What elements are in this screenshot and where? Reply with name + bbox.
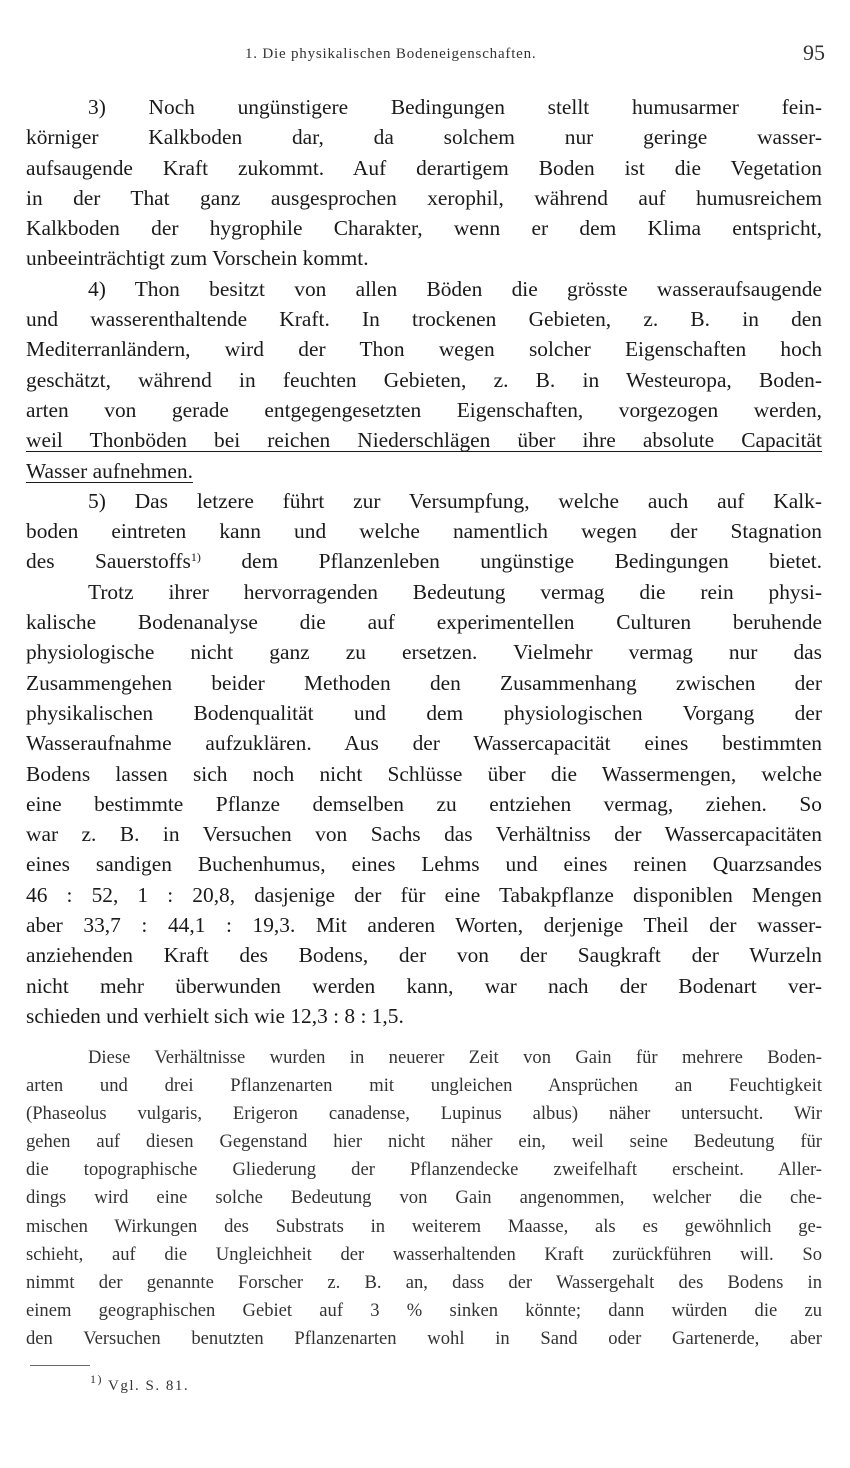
footnote-marker: 1) [90, 1372, 103, 1386]
text-segment: einem geographischen Gebiet auf 3 % [26, 1299, 423, 1321]
text-segment: des Sauerstoffs [26, 549, 191, 574]
page-header [245, 40, 825, 74]
text-line: kalische Bodenanalyse die auf experimentellen Culturen beruhende [26, 610, 822, 635]
small-text-line: mischen Wirkungen des Substrats in weiterem Maasse, als es gewöhnlich ge- [26, 1215, 822, 1237]
small-text-line: arten und drei Pflanzenarten mit ungleichen Ansprüchen an Feuchtigkeit [26, 1075, 822, 1097]
text-segment: dem Pflanzenleben ungünstige Bedingungen bietet. [241, 549, 822, 574]
small-text-line: schieht, auf die Ungleichheit der wasserhaltenden Kraft zurückführen will. So [26, 1243, 822, 1265]
text-line: nicht mehr überwunden werden kann, war nach der Bodenart ver- [26, 973, 822, 998]
footnote [90, 1372, 190, 1395]
text-line-with-footnote [26, 546, 822, 576]
text-line: anziehenden Kraft des Bodens, der von der Saugkraft der Wurzeln [26, 943, 822, 968]
running-head: 1. Die physikalischen Bodeneigenschaften. [245, 46, 537, 62]
main-text [26, 92, 822, 1031]
text-line: eine bestimmte Pflanze demselben zu entziehen vermag, ziehen. So [26, 791, 822, 816]
text-line: 5) Das letzere führt zur Versumpfung, welche auch auf Kalk- [88, 488, 822, 513]
footnote-text: Vgl. S. 81. [107, 1378, 190, 1394]
text-line: Trotz ihrer hervorragenden Bedeutung vermag die rein physi- [88, 579, 822, 604]
text-line: eines sandigen Buchenhumus, eines Lehms und eines reinen Quarzsandes [26, 852, 822, 877]
text-line: 4) Thon besitzt von allen Böden die grösste wasseraufsaugende [88, 276, 822, 301]
text-line: Kalkboden der hygrophile Charakter, wenn er dem Klima entspricht, [26, 216, 822, 241]
text-line: arten von gerade entgegengesetzten Eigenschaften, vorgezogen werden, [26, 397, 822, 422]
small-text-line: Diese Verhältnisse wurden in neuerer Zeit von Gain für mehrere Boden- [88, 1047, 822, 1068]
text-line: geschätzt, während in feuchten Gebieten, z. B. in Westeuropa, Boden- [26, 367, 822, 392]
text-line: Bodens lassen sich noch nicht Schlüsse über die Wassermengen, welche [26, 761, 822, 786]
text-line: 3) Noch ungünstigere Bedingungen stellt humusarmer fein- [88, 95, 822, 119]
footnote-marker: 1) [190, 550, 201, 565]
text-line: aber 33,7 : 44,1 : 19,3. Mit anderen Worten, derjenige Theil der wasser- [26, 913, 822, 938]
footnote-divider [30, 1365, 90, 1366]
text-line: in der That ganz ausgesprochen xerophil, während auf humusreichem [26, 185, 822, 210]
text-line: physiologische nicht ganz zu ersetzen. Vielmehr vermag nur das [26, 640, 822, 665]
text-line: und wasserenthaltende Kraft. In trockenen Gebieten, z. B. in den [26, 307, 822, 332]
small-text-line: (Phaseolus vulgaris, Erigeron canadense, Lupinus albus) näher untersucht. Wir [26, 1103, 822, 1125]
text-line: aufsaugende Kraft zukommt. Auf derartigem Boden ist die Vegetation [26, 155, 822, 180]
text-line: Zusammengehen beider Methoden den Zusammenhang zwischen der [26, 670, 822, 695]
small-text-line: nimmt der genannte Forscher z. B. an, dass der Wassergehalt des Bodens in [26, 1271, 822, 1293]
text-line: Wasseraufnahme aufzuklären. Aus der Wassercapacität eines bestimmten [26, 731, 822, 756]
small-text-line: die topographische Gliederung der Pflanzendecke zweifelhaft erscheint. Aller- [26, 1159, 822, 1181]
text-line: physikalischen Bodenqualität und dem physiologischen Vorgang der [26, 700, 822, 725]
page-number: 95 [803, 40, 825, 65]
small-text-line: dings wird eine solche Bedeutung von Gain angenommen, welcher die che- [26, 1187, 822, 1209]
underlined-text-line: Wasser aufnehmen. [26, 458, 193, 483]
text-line: schieden und verhielt sich wie 12,3 : 8 : 1,5. [26, 1003, 404, 1028]
text-line: unbeeinträchtigt zum Vorschein kommt. [26, 246, 369, 271]
small-text-line [26, 1297, 822, 1325]
small-print-paragraph [26, 1044, 822, 1353]
small-text-line: den Versuchen benutzten Pflanzenarten wohl in Sand oder Gartenerde, aber [26, 1327, 822, 1349]
text-line: 46 : 52, 1 : 20,8, dasjenige der für eine Tabakpflanze disponiblen Mengen [26, 882, 822, 907]
text-line: körniger Kalkboden dar, da solchem nur geringe wasser- [26, 125, 822, 150]
text-line: Mediterranländern, wird der Thon wegen solcher Eigenschaften hoch [26, 337, 822, 362]
small-text-line: gehen auf diesen Gegenstand hier nicht näher ein, weil seine Bedeutung für [26, 1131, 822, 1153]
text-segment: sinken könnte; dann würden die zu [449, 1299, 822, 1321]
underlined-text-line: weil Thonböden bei reichen Niederschlägen über ihre absolute Capacität [26, 428, 822, 453]
text-line: war z. B. in Versuchen von Sachs das Verhältniss der Wassercapacitäten [26, 822, 822, 847]
text-line: boden eintreten kann und welche namentlich wegen der Stagnation [26, 519, 822, 544]
